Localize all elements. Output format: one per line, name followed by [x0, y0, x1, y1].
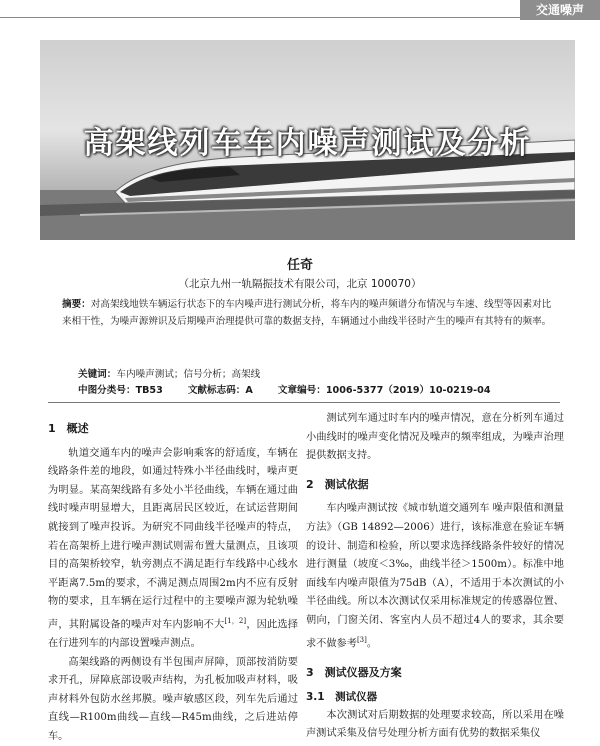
clc-label: 中图分类号： [78, 385, 136, 396]
keywords-label: 关键词： [78, 369, 117, 380]
page-header [0, 0, 600, 22]
abstract-label: 摘要： [62, 299, 91, 310]
keywords-text: 车内噪声测试；信号分析；高架线 [116, 369, 261, 380]
section-tab: 交通噪声 [520, 0, 600, 20]
citation-1-2: [1，2] [224, 616, 247, 625]
keywords-row [78, 367, 513, 383]
section-divider [48, 402, 560, 403]
title-banner [40, 40, 575, 240]
overview-1-end: ，因此选择在行进列车的内部设置噪声测点。 [48, 619, 298, 649]
doc-code-label: 文献标志码： [187, 385, 246, 396]
subheading-instruments: 3.1 测试仪器 [306, 691, 378, 704]
paragraph-test-basis [306, 500, 564, 653]
paragraph-overview-1 [48, 445, 298, 654]
abstract-text: 对高架线地铁车辆运行状态下的车内噪声进行测试分析，将车内的噪声频谱分布情况与车速、线型等因素对比来相干性，为噪声源辨识及后期噪声治理提供可靠的数据支持，车辆通过小曲线半径时产生的噪声有其特有的频率。 [62, 299, 552, 327]
author-affiliation: （北京九州一轨隔振技术有限公司，北京 100070） [178, 278, 422, 290]
abstract [62, 296, 557, 330]
heading-overview: 1 概述 [48, 422, 89, 435]
left-column [48, 410, 298, 746]
paragraph-overview-2: 高架线路的两侧设有半包围声屏障，顶部按消防要求开孔，屏障底部设吸声结构，为孔板加吸声材料，吸声材料外包防水丝邦膜。噪声敏感区段，列车先后通过直线—R100m曲线—直线—R45m曲线，之后进站停车。 [48, 656, 298, 742]
article-meta [78, 367, 513, 399]
test-basis-text: 车内噪声测试按《城市轨道交通列车 噪声限值和测量方法》（GB 14892—2006）进行，该标准意在验证车辆的设计、制造和检验，所以要求选择线路条件较好的情况进行测量（坡度＜3‰，曲线半径＞1500m）。标准中地面线车内噪声限值为75dB（A），不适用于本次测试的小半径曲线。所以本次测试仅采用标准规定的传感器位置、朝向，门窗关闭、客室内人员不超过4人的要求，其余要求不做参考 [306, 503, 564, 649]
classification-row [78, 383, 513, 399]
overview-1-text: 轨道交通车内的噪声会影响乘客的舒适度，车辆在线路条件差的地段，如通过特殊小半径曲线时，噪声更为明显。某高架线路有多处小半径曲线，车辆在通过曲线时噪声明显增大，且距离居民区较近，在试运营期间就接到了噪声投诉。为研究不同曲线半径噪声的特点，若在高架桥上进行噪声测试则需布置大量测点，且该项目的高架桥较窄，轨旁测点不满足距行车线路中心线水平距离7.5m的要求，不满足测点周围2m内不应有反射物的要求，且车辆在运行过程中的主要噪声源为轮轨噪声，其附属设备的噪声对车内影响不大 [48, 447, 298, 631]
clc-value: TB53 [135, 385, 163, 396]
article-number-value: 1006-5377（2019）10-0219-04 [325, 385, 491, 396]
citation-3: [3] [356, 635, 367, 644]
paragraph-instruments: 本次测试对后期数据的处理要求较高，所以采用在噪声测试采集及信号处理分析方面有优势的数据采集仪 [306, 709, 564, 740]
paragraph-overview-3: 测试列车通过时车内的噪声情况，意在分析列车通过小曲线时的噪声变化情况及噪声的频率组成，为噪声治理提供数据支持。 [306, 413, 564, 462]
heading-test-basis: 2 测试依据 [306, 477, 369, 491]
article-title: 高架线列车车内噪声测试及分析 [83, 126, 532, 161]
heading-instruments: 3 测试仪器及方案 [306, 665, 402, 679]
doc-code-value: A [245, 385, 253, 396]
article-number-label: 文章编号： [277, 385, 326, 396]
right-column [306, 410, 564, 744]
author-name: 任奇 [286, 258, 313, 273]
test-basis-end: 。 [366, 637, 378, 649]
header-rule [0, 17, 520, 18]
